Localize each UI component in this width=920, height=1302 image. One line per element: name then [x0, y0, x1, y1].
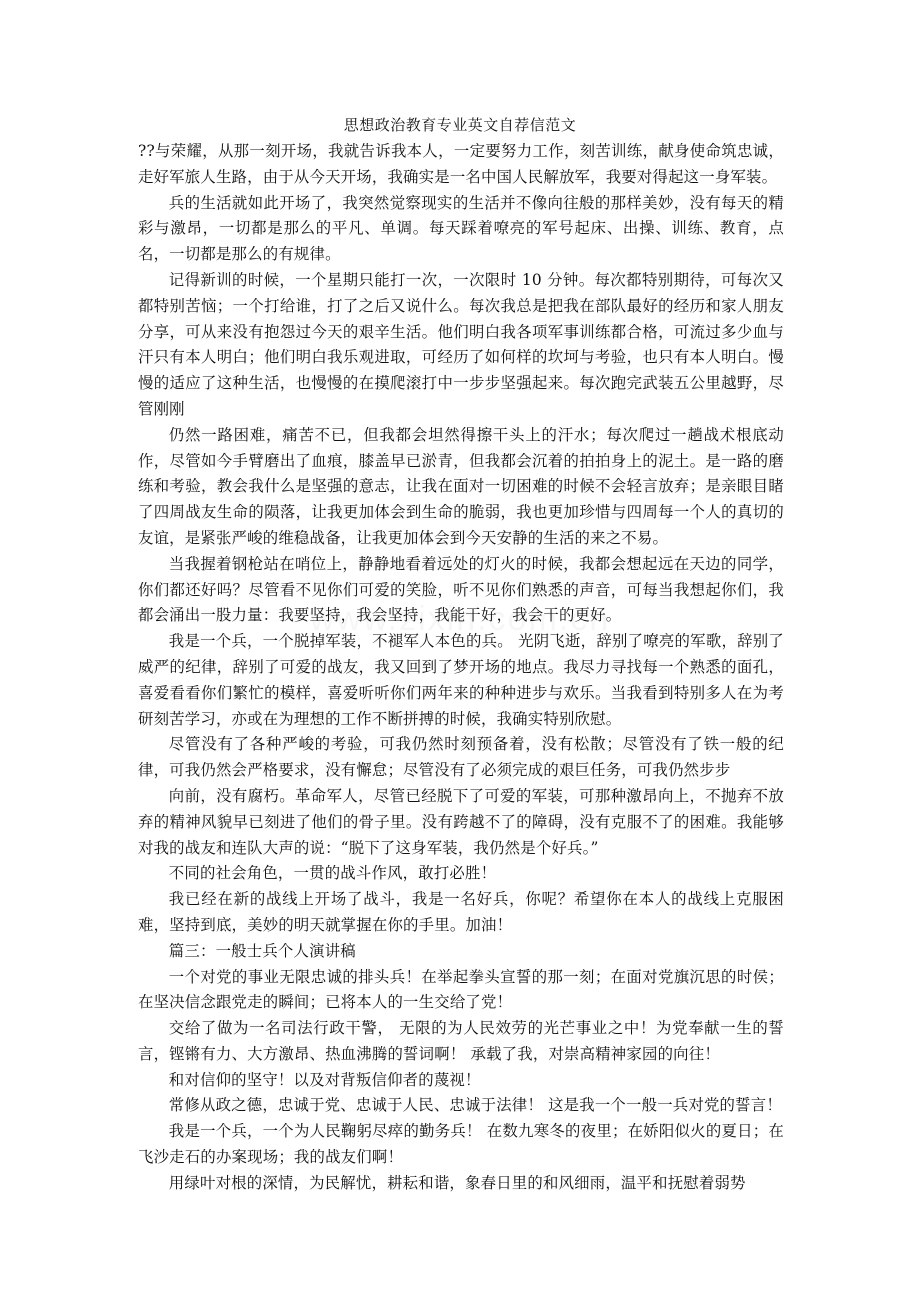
document-title: 思想政治教育专业英文自荐信范文 [343, 116, 577, 134]
paragraph: 仍然一路困难，痛苦不已，但我都会坦然得擦干头上的汗水；每次爬过一趟战术根底动作，尽管如今手臂磨出了血痕，膝盖早已淤青，但我都会沉着的拍拍身上的泥土。是一路的磨练和考验，教会我什么是坚强的意志，让我在面对一切困难的时候不会轻言放弃；是亲眼目睹了四周战友生命的陨落，让我更加体会到生命的脆弱，我也更加珍惜与四周每一个人的真切的友谊，是紧张严峻的维稳战备，让我更加体会到今天安静的生活的来之不易。 [138, 425, 784, 547]
paragraph: 兵的生活就如此开场了，我突然觉察现实的生活并不像向往般的那样美妙，没有每天的精彩与激昂，一切都是那么的平凡、单调。每天踩着嘹亮的军号起床、出操、训练、教育，点名，一切都是那么的有规律。 [138, 193, 784, 264]
paragraph: 向前，没有腐朽。革命军人，尽管已经脱下了可爱的军装，可那种激昂向上，不抛弃不放弃的精神风貌早已刻进了他们的骨子里。没有跨越不了的障碍，没有克服不了的困难。我能够对我的战友和连队大声的说：“脱下了这身军装，我仍然是个好兵。” [138, 786, 784, 857]
paragraph: 我已经在新的战线上开场了战斗，我是一名好兵，你呢？希望你在本人的战线上克服困难，坚持到底，美妙的明天就掌握在你的手里。加油！ [138, 890, 784, 934]
paragraph: 一个对党的事业无限忠诚的排头兵！在举起拳头宣誓的那一刻；在面对党旗沉思的时侯；在坚决信念跟党走的瞬间；已将本人的一生交给了党！ [138, 967, 784, 1012]
paragraph: 当我握着钢枪站在哨位上，静静地看着远处的灯火的时候，我都会想起远在天边的同学，你们都还好吗？尽管看不见你们可爱的笑脸，听不见你们熟悉的声音，可每当我想起你们，我都会涌出一股力量：我要坚持，我会坚持，我能干好，我会干的更好。 [138, 554, 784, 625]
paragraph: ??与荣耀，从那一刻开场，我就告诉我本人，一定要努力工作，刻苦训练，献身使命筑忠诚，走好军旅人生路，由于从今天开场，我确实是一名中国人民解放军，我要对得起这一身军装。 [138, 142, 784, 186]
paragraph: 常修从政之德，忠诚于党、忠诚于人民、忠诚于法律！ 这是我一个一般一兵对党的誓言！ [168, 1096, 782, 1115]
paragraph: 交给了做为一名司法行政干警， 无限的为人民效劳的光芒事业之中！为党奉献一生的誓言，铿锵有力、大方激昂、热血沸腾的誓词啊！ 承载了我，对崇高精神家园的向往！ [138, 1019, 784, 1063]
paragraph: 记得新训的时候，一个星期只能打一次，一次限时 10 分钟。每次都特别期待，可每次又都特别苦恼；一个打给谁，打了之后又说什么。每次我总是把我在部队最好的经历和家人朋友分享，可从来没有抱怨过今天的艰辛生活。他们明白我各项军事训练都合格，可流过多少血与汗只有本人明白；他们明白我乐观进取，可经历了如何样的坎坷与考验，也只有本人明白。慢慢的适应了这种生活，也慢慢的在摸爬滚打中一步步坚强起来。每次跑完武装五公里越野，尽管刚刚 [138, 270, 784, 418]
paragraph: 不同的社会角色，一贯的战斗作风，敢打必胜！ [168, 864, 497, 883]
paragraph: 尽管没有了各种严峻的考验，可我仍然时刻预备着，没有松散；尽管没有了铁一般的纪律，可我仍然会严格要求，没有懈怠；尽管没有了必须完成的艰巨任务，可我仍然步步 [138, 735, 784, 780]
section-heading: 篇三：一般士兵个人演讲稿 [168, 941, 356, 960]
paragraph: 用绿叶对根的深情，为民解忧，耕耘和谐，象春日里的和风细雨，温平和抚慰着弱势 [168, 1173, 746, 1192]
paragraph: 我是一个兵，一个为人民鞠躬尽瘁的勤务兵！ 在数九寒冬的夜里；在娇阳似火的夏日；在飞沙走石的办案现场；我的战友们啊！ [138, 1122, 784, 1167]
document-body [138, 139, 784, 1197]
paragraph: 和对信仰的坚守！以及对背叛信仰者的蔑视！ [168, 1070, 481, 1089]
paragraph: 我是一个兵，一个脱掉军装，不褪军人本色的兵。 光阴飞逝，辞别了嘹亮的军歌，辞别了威严的纪律，辞别了可爱的战友，我又回到了梦开场的地点。我尽力寻找每一个熟悉的面孔，喜爱看看你们繁忙的模样，喜爱听听你们两年来的种种进步与欢乐。当我看到特别多人在为考研刻苦学习，亦或在为理想的工作不断拼搏的时候，我确实特别欣慰。 [138, 632, 784, 728]
